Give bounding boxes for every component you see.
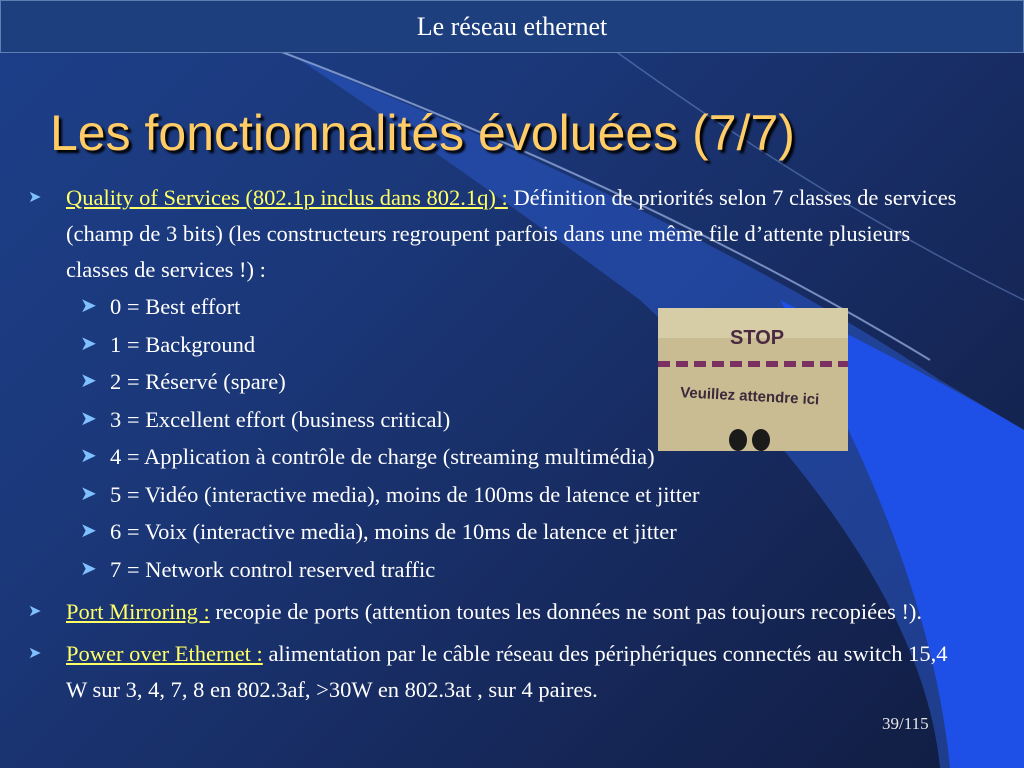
bullet-qos-text: Définition de priorités selon 7 classes de services (champ de 3 bits) (les constructeurs regroupent parfois dans une même file d’attente plusieurs classes de services !) : <box>66 185 957 282</box>
arrow-bullet-icon: ➤ <box>80 557 97 580</box>
sub-item-7 <box>28 551 968 589</box>
sub-item-6 <box>28 513 968 551</box>
bullet-poe-lead: Power over Ethernet : <box>66 641 263 666</box>
arrow-bullet-icon: ➤ <box>80 520 97 542</box>
bullet-port-mirroring-text: recopie de ports (attention toutes les données ne sont pas toujours recopiées !). <box>209 599 923 624</box>
arrow-bullet-icon: ➤ <box>28 603 42 620</box>
bullet-qos <box>28 180 968 288</box>
sub-item-text: 5 = Vidéo (interactive media), moins de 100ms de latence et jitter <box>110 481 700 507</box>
arrow-bullet-icon: ➤ <box>80 482 97 505</box>
page-number: 39/115 <box>882 714 929 733</box>
bullet-port-mirroring-lead: Port Mirroring : <box>66 599 210 624</box>
arrow-bullet-icon: ➤ <box>80 370 97 392</box>
sub-item-text: 3 = Excellent effort (business critical) <box>110 406 451 432</box>
bullet-qos-lead: Quality of Services (802.1p inclus dans 802.1q) : <box>66 185 508 210</box>
stop-sign-photo <box>658 308 848 451</box>
stop-sign-illustration <box>658 308 848 451</box>
bullet-port-mirroring <box>28 594 968 630</box>
arrow-bullet-icon: ➤ <box>80 332 97 355</box>
sub-item-text: 1 = Background <box>110 331 256 357</box>
arrow-bullet-icon: ➤ <box>80 407 97 430</box>
slide-title: Les fonctionnalités évoluées (7/7) <box>50 105 795 161</box>
sub-item-5 <box>28 476 968 514</box>
sub-item-text: 7 = Network control reserved traffic <box>110 556 436 582</box>
arrow-bullet-icon: ➤ <box>28 189 42 206</box>
header-bar <box>0 0 1024 53</box>
stop-text: STOP <box>730 327 785 349</box>
sub-item-text: 4 = Application à contrôle de charge (streaming multimédia) <box>110 444 655 469</box>
arrow-bullet-icon: ➤ <box>80 445 97 467</box>
arrow-bullet-icon: ➤ <box>28 645 42 662</box>
arrow-bullet-icon: ➤ <box>80 295 97 317</box>
bullet-poe <box>28 636 968 708</box>
sign-text: Veuillez attendre ici <box>679 384 820 409</box>
sub-item-text: 0 = Best effort <box>110 294 241 319</box>
sub-item-text: 6 = Voix (interactive media), moins de 10ms de latence et jitter <box>110 519 677 544</box>
header-title: Le réseau ethernet <box>416 12 608 41</box>
sub-item-text: 2 = Réservé (spare) <box>110 369 286 394</box>
bullet-poe-text: alimentation par le câble réseau des périphériques connectés au switch 15,4 W sur 3, 4, 7, 8 en 802.3af, >30W en 802.3at , sur 4 paires. <box>66 641 948 702</box>
